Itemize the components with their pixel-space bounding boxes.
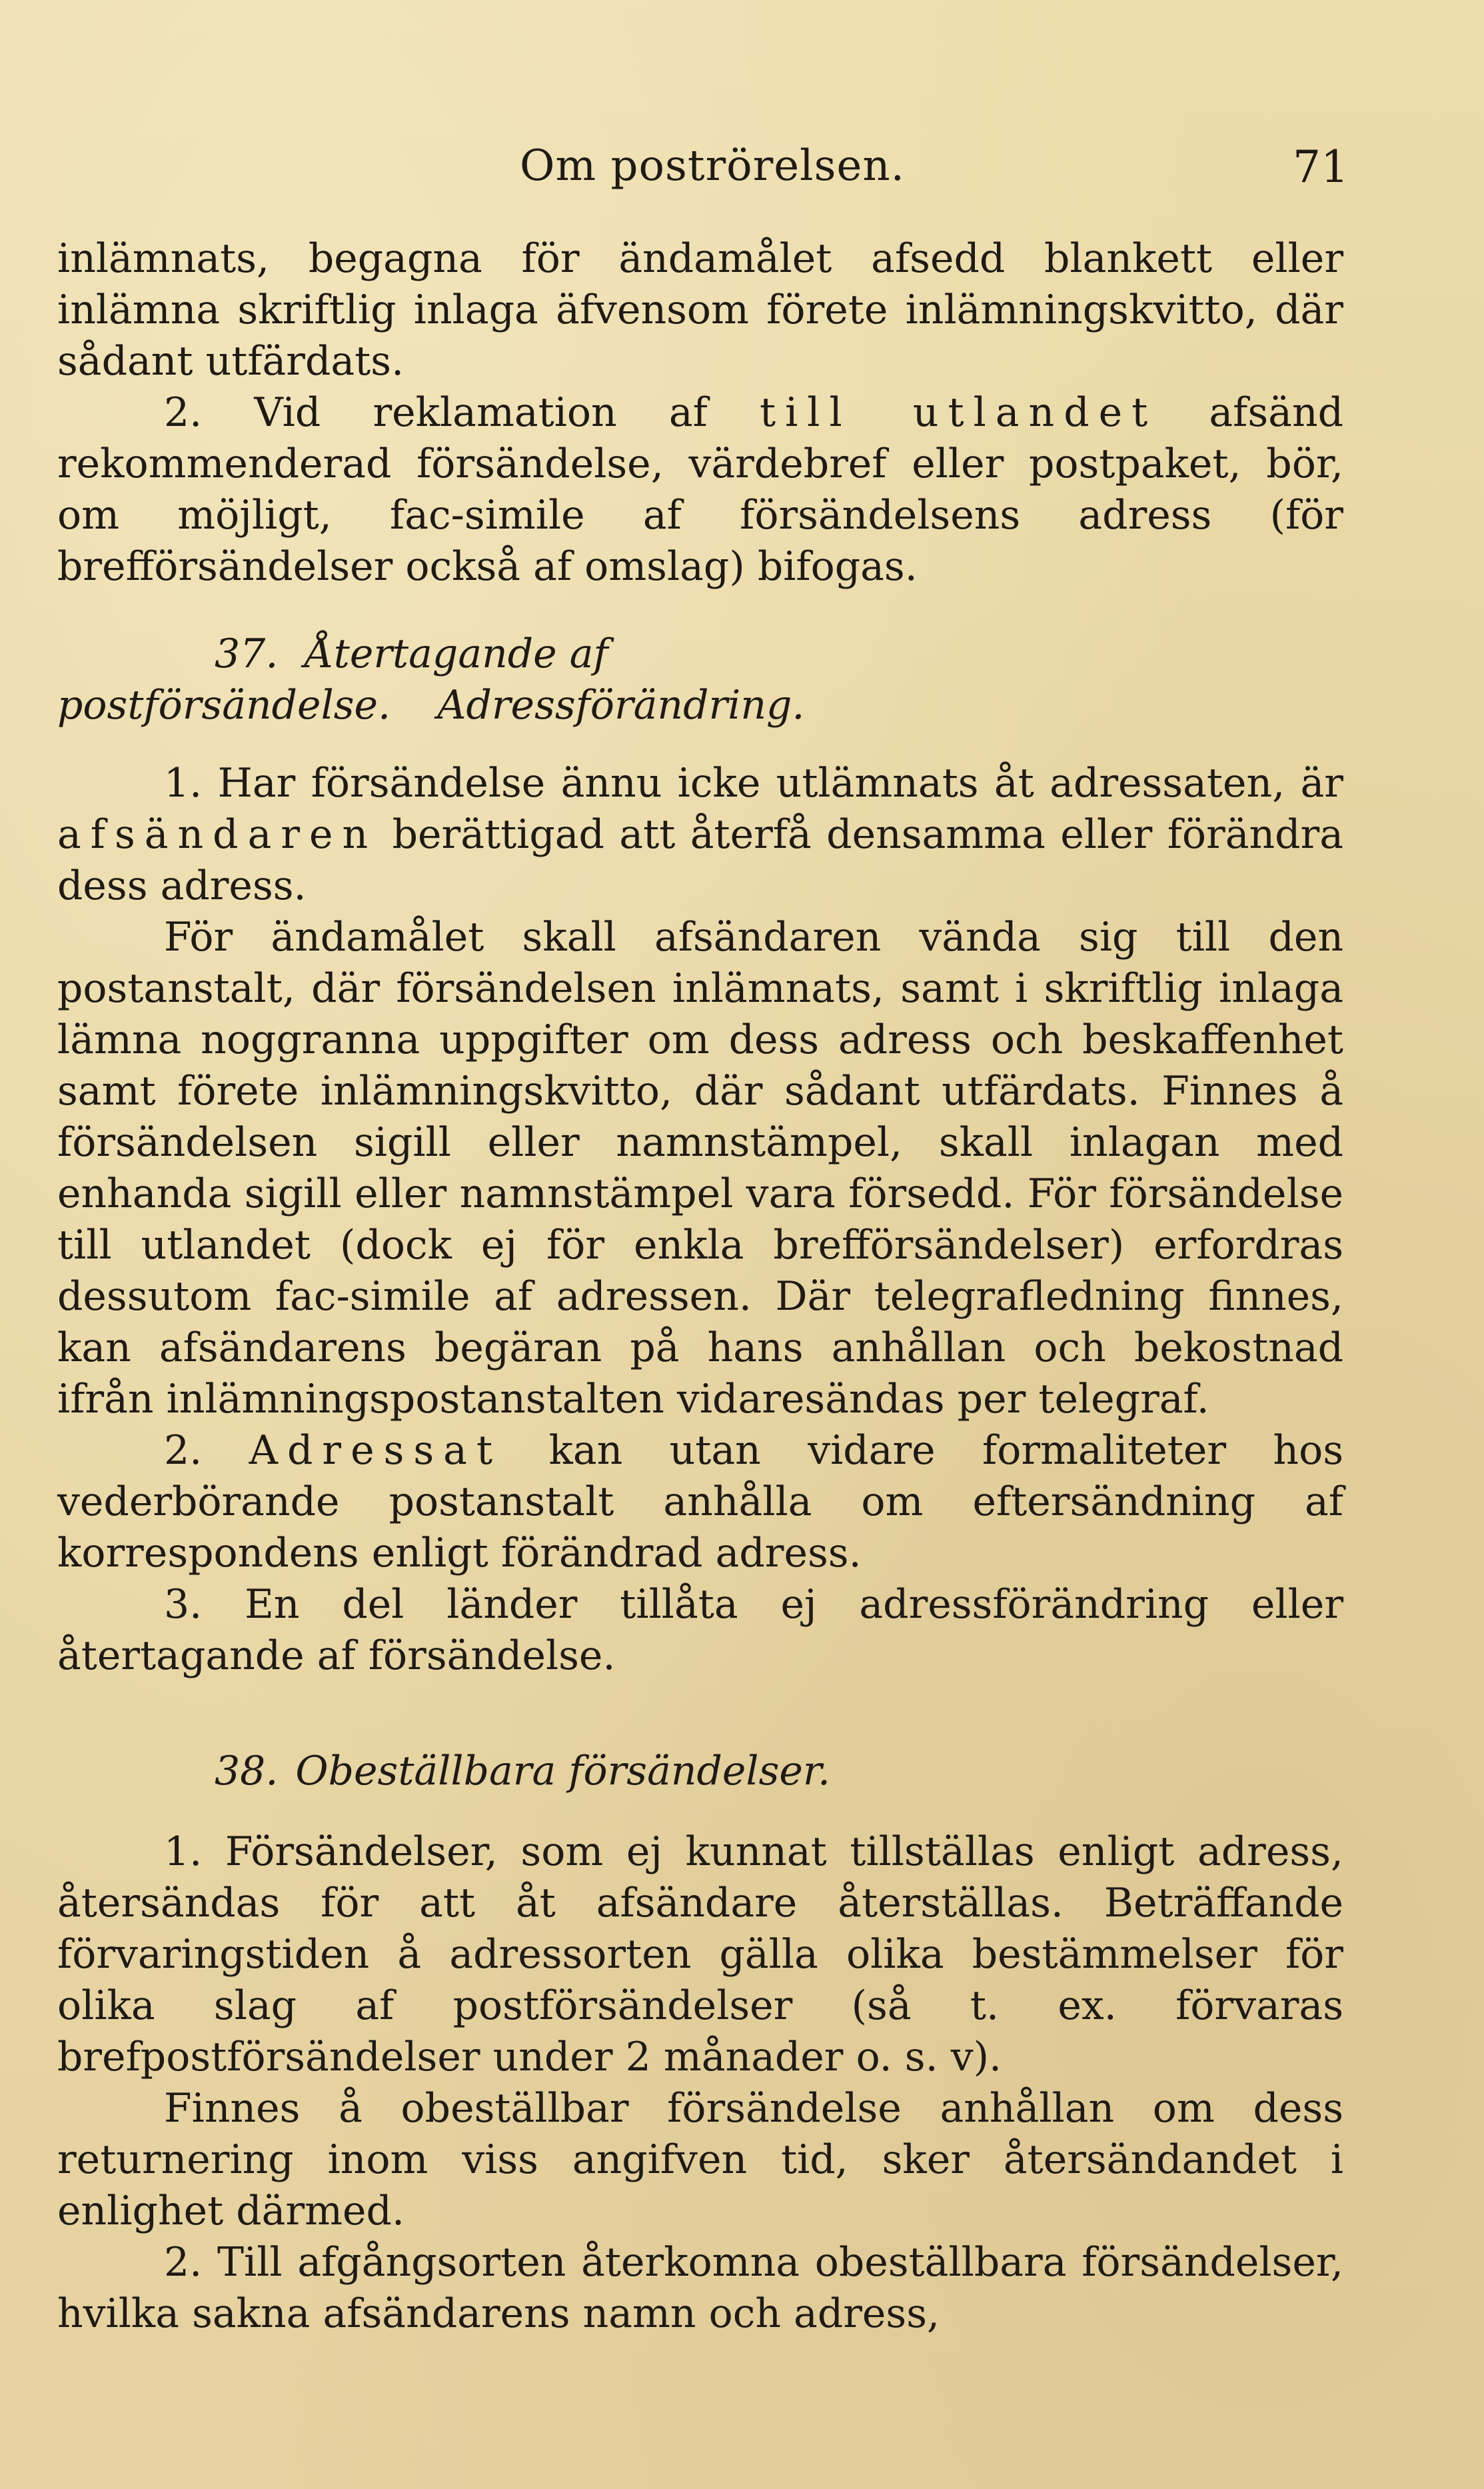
section-subtitle: Adressförändring.	[437, 682, 805, 729]
section-heading-38	[57, 1746, 1343, 1797]
page-number: 71	[1293, 141, 1349, 193]
paragraph-text: afsänd rekommenderad försändelse, värdebref eller postpaket, bör, om möjligt, fac-simile af försändelsens adress (för brefförsändelser också af omslag) bifogas.	[57, 389, 1343, 590]
paragraph-text: 2.	[164, 1427, 249, 1474]
section-title: Obeställbara försändelser.	[295, 1748, 831, 1794]
paragraph-afgangsorten: 2. Till afgångsorten återkomna obeställbara försändelser, hvilka sakna afsändarens namn och adress,	[57, 2239, 1343, 2337]
paragraph-returnering: Finnes å obeställbar försändelse anhållan om dess returnering inom viss angifven tid, sker återsändandet i enlighet därmed.	[57, 2085, 1343, 2234]
paragraph-adressat	[57, 1425, 1343, 1579]
section-title: Återtagande af postförsändelse.	[57, 631, 608, 729]
spaced-emphasis: till utlandet	[760, 389, 1157, 436]
paragraph-obestallbara: 1. Försändelser, som ej kunnat tillställas enligt adress, återsändas för att åt afsändare återställas. Beträffande förvaringstiden å adressorten gälla olika bestämmelser för olika slag af postförsändelser (så t. ex. förvaras brefpostförsändelser under 2 månader o. s. v).	[57, 1828, 1343, 2080]
section-heading-37	[57, 629, 1343, 731]
paragraph-text: kan utan vidare formaliteter hos vederbörande postanstalt anhålla om eftersändning af korrespondens enligt förändrad adress.	[57, 1427, 1343, 1576]
running-head	[0, 141, 1484, 195]
paragraph-reklamation-utlandet	[57, 387, 1343, 593]
spaced-emphasis: Adressat	[249, 1427, 502, 1474]
paragraph-aterfa	[57, 758, 1343, 912]
paragraph-text: berättigad att återfå densamma eller förändra dess adress.	[57, 811, 1343, 909]
section-number: 38.	[215, 1748, 279, 1794]
paragraph-for-andamalet: För ändamålet skall afsändaren vända sig till den postanstalt, där försändelsen inlämnats, samt i skriftlig inlaga lämna noggranna uppgifter om dess adress och beskaffenhet samt förete inlämningskvitto, där sådant utfärdats. Finnes å försändelsen sigill eller namnstämpel, skall inlagan med enhanda sigill eller namnstämpel vara försedd. För försändelse till utlandet (dock ej för enkla brefförsändelser) erfordras dessutom fac-simile af adressen. Där telegrafledning finnes, kan afsändarens begäran på hans anhållan och bekostnad ifrån inlämningspostanstalten vidaresändas per telegraf.	[57, 914, 1343, 1422]
paragraph-text: 2. Vid reklamation af	[164, 389, 760, 436]
running-title: Om poströrelsen.	[520, 141, 905, 191]
body-text	[57, 233, 1343, 2340]
section-number: 37.	[215, 631, 279, 677]
paragraph-continuation: inlämnats, begagna för ändamålet afsedd blankett eller inlämna skriftlig inlaga äfvensom förete inlämningskvitto, där sådant utfärdats.	[57, 235, 1343, 385]
paragraph-text: 1. Har försändelse ännu icke utlämnats åt adressaten, är	[164, 760, 1343, 807]
spaced-emphasis: afsändaren	[57, 811, 378, 858]
paragraph-lander: 3. En del länder tillåta ej adressförändring eller återtagande af försändelse.	[57, 1581, 1343, 1679]
